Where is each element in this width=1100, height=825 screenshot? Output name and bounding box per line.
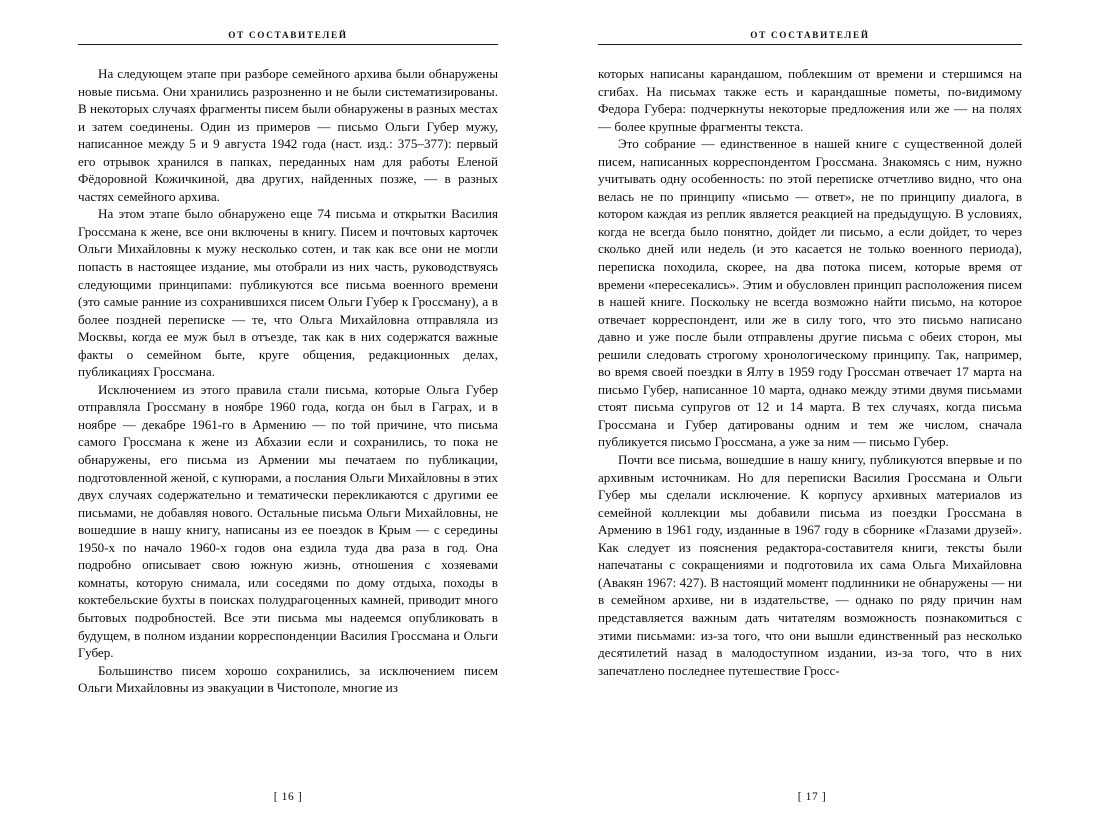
paragraph: Почти все письма, вошедшие в нашу книгу, публикуются впервые и по архивным источникам. Но для переписки Василия Гроссмана и Ольги Губер мы сделали исключение. К корпусу архивных материалов из семейной коллекции мы добавили письма из поездки Гроссмана в Армению в 1961 году, изданные в 1967 году в сборнике «Глазами друзей». Как следует из пояснения редактора-составителя книги, тексты были напечатаны с сокращениями и подготовила их сама Ольга Михайловна (Авакян 1967: 427). В настоящий момент подлинники не обнаружены — ни в семейном архиве, ни в издательстве, — однако по ряду причин нам представляется важным дать читателям возможность познакомиться с этими письмами: из-за того, что они вышли единственный раз несколько десятилетий назад в малодоступном издании, из-за того, что в них запечатлено последнее путешествие Гросс- <box>598 452 1022 678</box>
running-head-left: ОТ СОСТАВИТЕЛЕЙ <box>78 30 498 45</box>
paragraph: Это собрание — единственное в нашей книге с существенной долей писем, написанных корреспондентом Гроссмана. Знакомясь с ним, нужно учитывать одну особенность: по этой переписке отчетливо видно, что она велась не по принципу «письмо — ответ», не по принципу диалога, в котором каждая из реплик является реакцией на предыдущую. В условиях, когда не всегда было понятно, дойдет ли письмо, а если дойдет, то через сколько дней или недель (и это касается не только военного периода), переписка походила, скорее, на два потока писем, которые время от времени «пересекались». Этим и обусловлен принцип расположения писем в нашей книге. Поскольку не всегда возможно найти письмо, на которое отвечает корреспондент, или же в силу того, что это письмо написано давно и уже после были отправлены другие письма с обеих сторон, мы решили следовать строгому хронологическому принципу. Так, например, во время своей поездки в Ялту в 1959 году Гроссман отвечает 17 марта на письмо Губер, написанное 10 марта, однако между этими двумя письмами стоят письма супругов от 12 и 14 марта. В тех случаях, когда письма Гроссмана и Губер датированы одним и тем же числом, сначала публикуется письмо Гроссмана, а уже за ним — письмо Губер. <box>598 136 1022 450</box>
page-left-body <box>78 65 498 697</box>
running-head-right: ОТ СОСТАВИТЕЛЕЙ <box>598 30 1022 45</box>
page-right <box>550 0 1100 825</box>
paragraph: Исключением из этого правила стали письма, которые Ольга Губер отправляла Гроссману в ноябре 1960 года, когда он был в Гаграх, и в ноябре — декабре 1961-го в Армению — по той причине, что письма самого Гроссмана к жене из Абхазии если и сохранились, то пока не обнаружены, его письма из Армении мы печатаем по публикации, подготовленной женой, с купюрами, а послания Ольги Михайловны в этих двух случаях содержательно и тематически перекликаются с другими ее письмами, не добавляя нового. Остальные письма Ольги Михайловны, не вошедшие в нашу книгу, написаны из ее поездок в Крым — с середины 1950-х по начало 1960-х годов она ездила туда два раза в год. Она подробно описывает свою южную жизнь, отношения с хозяевами комнаты, которую снимала, или соседями по дому отдыха, походы в коктебельские бухты в поисках полудрагоценных камней, приводит много бытовых подробностей. Все эти письма мы надеемся опубликовать в будущем, в полном издании корреспонденции Василия Гроссмана и Ольги Губер. <box>78 381 498 661</box>
paragraph: которых написаны карандашом, поблекшим от времени и стершимся на сгибах. На письмах также есть и карандашные пометы, по-видимому Федора Губера: подчеркнуты некоторые предложения или же — на полях — более крупные фрагменты текста. <box>598 66 1022 134</box>
folio-left: [ 16 ] <box>273 791 303 803</box>
page-left-textblock <box>78 30 498 795</box>
page-right-textblock <box>598 30 1022 795</box>
paragraph: На следующем этапе при разборе семейного архива были обнаружены новые письма. Они хранились разрозненно и не были систематизированы. В некоторых случаях фрагменты писем были обнаружены в разных местах и затем соединены. Один из примеров — письмо Ольги Губер мужу, написанное между 5 и 9 августа 1942 года (наст. изд.: 375–377): первый его отрывок хранился в папках, переданных нам для работы Еленой Фёдоровной Кожичкиной, два других, найденных позже, — в разных частях семейного архива. <box>78 66 498 204</box>
paragraph: На этом этапе было обнаружено еще 74 письма и открытки Василия Гроссмана к жене, все они включены в книгу. Писем и почтовых карточек Ольги Михайловны к мужу несколько сотен, и так как все они не могли попасть в настоящее издание, мы отобрали из них часть, руководствуясь следующими принципами: публикуются все письма военного времени (это самые ранние из сохранившихся писем Ольги Губер к Гроссману), а в более поздней переписке — те, что Ольга Михайловна отправляла из Москвы, когда ее муж был в отъезде, так как в них содержатся важные факты о семейном быте, круге общения, редакционных делах, публикациях Гроссмана. <box>78 206 498 380</box>
folio-right: [ 17 ] <box>797 791 827 803</box>
page-right-body <box>598 65 1022 679</box>
paragraph: Большинство писем хорошо сохранились, за исключением писем Ольги Михайловны из эвакуации в Чистополе, многие из <box>78 662 498 696</box>
